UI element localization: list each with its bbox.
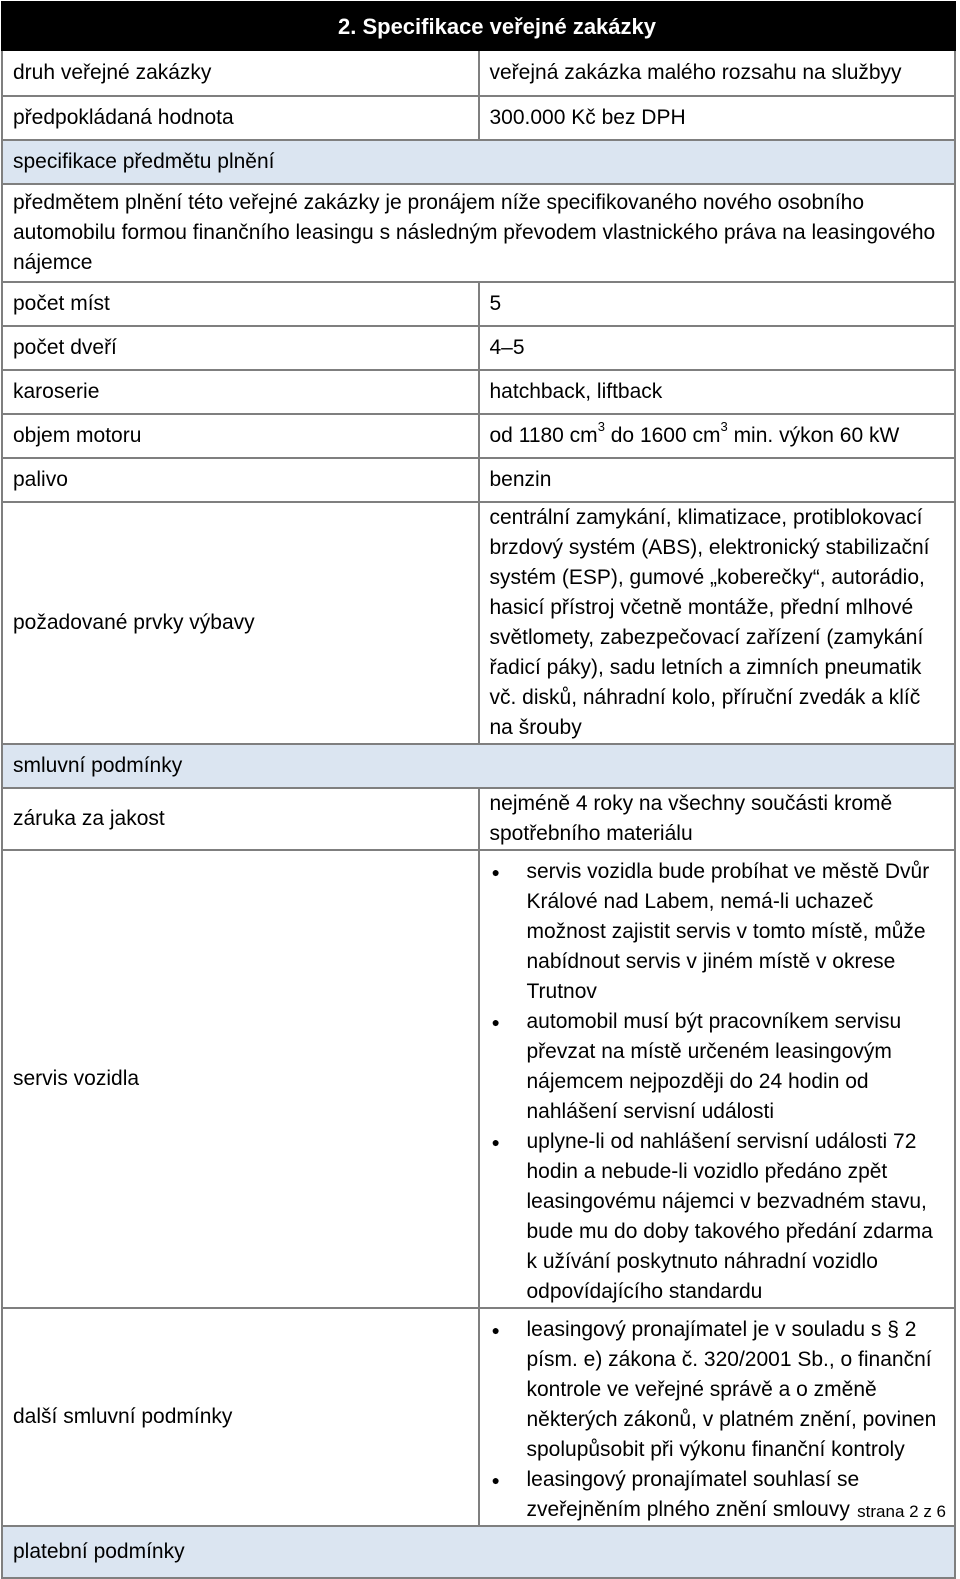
row-platebni-heading (2, 1526, 955, 1578)
value-karoserie: hatchback, liftback (479, 370, 956, 414)
page-number: strana 2 z 6 (857, 1502, 946, 1521)
value-druh: veřejná zakázka malého rozsahu na službyy (479, 50, 956, 96)
row-servis (2, 850, 955, 1308)
specification-table (1, 1, 956, 1579)
label-servis: servis vozidla (2, 850, 479, 1308)
list-item: ● automobil musí být pracovníkem servisu převzat na místě určeném leasingovým nájemcem nejpozději do 24 hodin od nahlášení servisní události (490, 1007, 945, 1127)
section-title-text: 2. Specifikace veřejné zakázky (338, 14, 656, 39)
label-hodnota: předpokládaná hodnota (2, 96, 479, 140)
label-dveri: počet dveří (2, 326, 479, 370)
dalsi-list (490, 1315, 945, 1525)
row-karoserie (2, 370, 955, 414)
value-palivo: benzin (479, 458, 956, 502)
list-item: ● uplyne-li od nahlášení servisní události 72 hodin a nebude-li vozidlo předáno zpět leasingovému nájemci v bezvadném stavu, bude mu do doby takového předání zdarma k užívání poskytnuto náhradní vozidlo odpovídajícího standardu (490, 1127, 945, 1307)
row-dalsi (2, 1308, 955, 1526)
row-spec-text (2, 184, 955, 282)
row-dveri (2, 326, 955, 370)
label-vybava: požadované prvky výbavy (2, 502, 479, 744)
heading-specifikace: specifikace předmětu plnění (2, 140, 955, 184)
specification-document (1, 1, 956, 1579)
objem-power: min. výkon 60 kW (727, 424, 900, 447)
row-smluvni-heading (2, 744, 955, 788)
label-objem: objem motoru (2, 414, 479, 458)
row-vybava (2, 502, 955, 744)
label-druh: druh veřejné zakázky (2, 50, 479, 96)
objem-sup-2: 3 (720, 419, 728, 434)
value-objem (479, 414, 956, 458)
servis-list (490, 857, 945, 1307)
heading-smluvni: smluvní podmínky (2, 744, 955, 788)
row-hodnota (2, 96, 955, 140)
label-mist: počet míst (2, 282, 479, 326)
value-mist: 5 (479, 282, 956, 326)
label-dalsi: další smluvní podmínky (2, 1308, 479, 1526)
value-hodnota: 300.000 Kč bez DPH (479, 96, 956, 140)
row-palivo (2, 458, 955, 502)
value-servis (479, 850, 956, 1308)
objem-from: od 1180 cm (489, 424, 598, 447)
list-item: ● leasingový pronajímatel je v souladu s § 2 písm. e) zákona č. 320/2001 Sb., o finanční kontrole ve veřejné správě a o změně některých zákonů, v platném znění, povinen spolupůsobit při výkonu finanční kontroly (490, 1315, 945, 1465)
value-dalsi (479, 1308, 956, 1526)
row-mist (2, 282, 955, 326)
text-predmet-plneni: předmětem plnění této veřejné zakázky je pronájem níže specifikovaného nového osobního automobilu formou finančního leasingu s následným převodem vlastnického práva na leasingového nájemce (2, 184, 955, 282)
row-zaruka (2, 788, 955, 850)
objem-sup-1: 3 (597, 419, 605, 434)
section-title (2, 2, 955, 50)
objem-to: do 1600 cm (604, 424, 721, 447)
heading-platebni: platební podmínky (2, 1526, 955, 1578)
label-palivo: palivo (2, 458, 479, 502)
row-druh (2, 50, 955, 96)
label-zaruka: záruka za jakost (2, 788, 479, 850)
label-karoserie: karoserie (2, 370, 479, 414)
value-vybava: centrální zamykání, klimatizace, protiblokovací brzdový systém (ABS), elektronický stabilizační systém (ESP), gumové „koberečky“, autorádio, hasicí přístroj včetně montáže, přední mlhové světlomety, zabezpečovací zařízení (zamykání řadicí páky), sadu letních a zimních pneumatik vč. disků, náhradní kolo, příruční zvedák a klíč na šrouby (479, 502, 956, 744)
list-item: ● leasingový pronajímatel souhlasí se zveřejněním plného znění smlouvy (490, 1465, 945, 1525)
row-spec-heading (2, 140, 955, 184)
row-objem (2, 414, 955, 458)
value-zaruka: nejméně 4 roky na všechny součásti kromě spotřebního materiálu (479, 788, 956, 850)
value-dveri: 4–5 (479, 326, 956, 370)
list-item: ● servis vozidla bude probíhat ve městě Dvůr Králové nad Labem, nemá-li uchazeč možnost zajistit servis v tomto místě, může nabídnout servis v jiném místě v okrese Trutnov (490, 857, 945, 1007)
section-header-row (2, 2, 955, 50)
